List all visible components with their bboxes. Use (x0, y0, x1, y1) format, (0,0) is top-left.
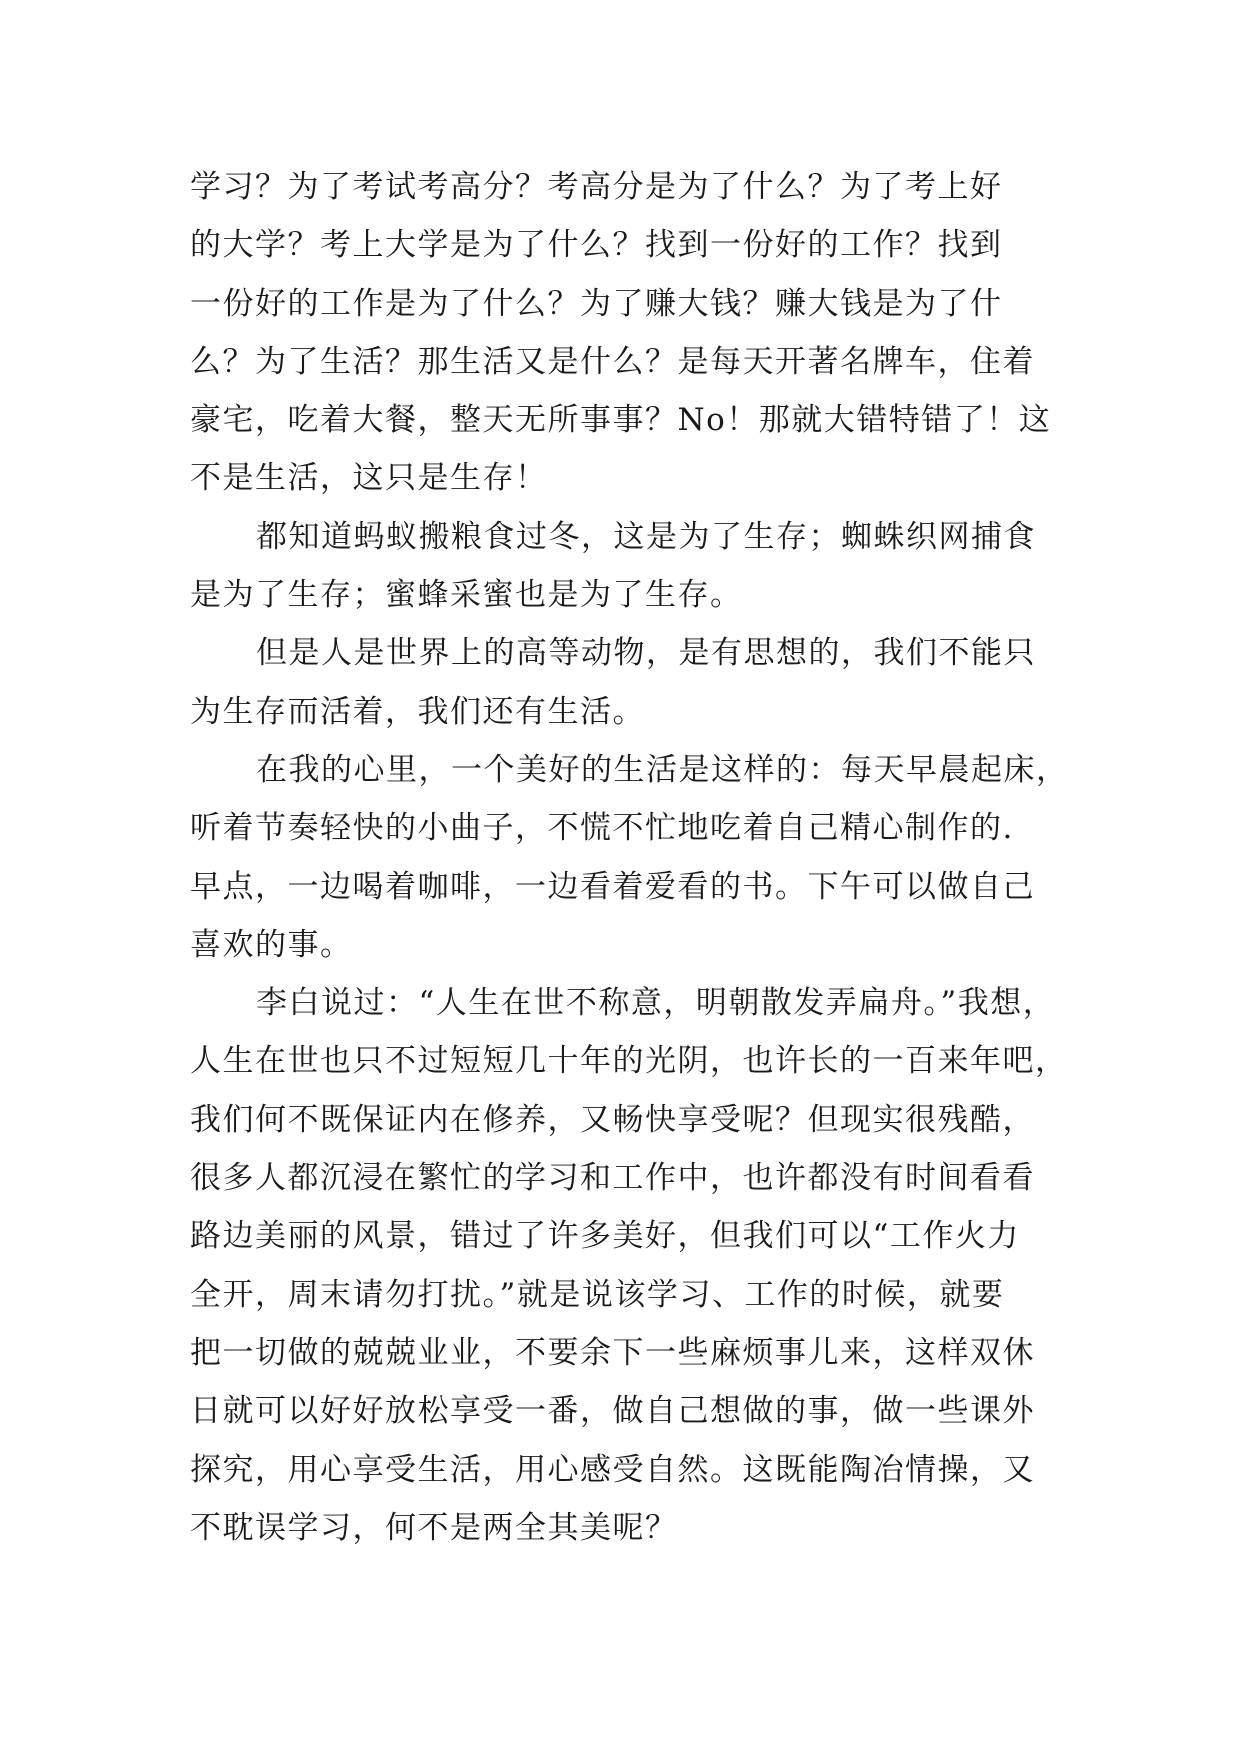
text-line: 一份好的工作是为了什么？为了赚大钱？赚大钱是为了什 (190, 285, 1003, 322)
text-line: 我们何不既保证内在修养，又畅快享受呢？但现实很残酷， (190, 1101, 1035, 1138)
text-line: 不耽误学习，何不是两全其美呢？ (190, 1509, 678, 1546)
text-line: 豪宅，吃着大餐，整天无所事事？No！那就大错特错了！这 (190, 402, 1052, 439)
paragraph-first-line: 但是人是世界上的高等动物，是有思想的，我们不能只 (256, 635, 1036, 672)
document-body (190, 158, 1070, 1557)
text-line: 把一切做的兢兢业业，不要余下一些麻烦事儿来，这样双休 (190, 1334, 1035, 1371)
text-line: 人生在世也只不过短短几十年的光阴，也许长的一百来年吧， (190, 1043, 1068, 1080)
text-line: 日就可以好好放松享受一番，做自己想做的事，做一些课外 (190, 1393, 1035, 1430)
text-line: 不是生活，这只是生存！ (190, 460, 548, 497)
text-line: 为生存而活着，我们还有生活。 (190, 693, 645, 730)
text-line: 听着节奏轻快的小曲子，不慌不忙地吃着自己精心制作的. (190, 810, 1014, 847)
paragraph-first-line: 李白说过：“人生在世不称意，明朝散发弄扁舟。”我想， (256, 985, 1056, 1022)
text-line: 路边美丽的风景，错过了许多美好，但我们可以“工作火力 (190, 1218, 1020, 1255)
text-line: 很多人都沉浸在繁忙的学习和工作中，也许都没有时间看看 (190, 1160, 1035, 1197)
text-line: 早点，一边喝着咖啡，一边看着爱看的书。下午可以做自己 (190, 868, 1035, 905)
text-line: 学习？为了考试考高分？考高分是为了什么？为了考上好 (190, 169, 1003, 205)
text-line: 探究，用心享受生活，用心感受自然。这既能陶冶情操，又 (190, 1451, 1035, 1488)
text-line: 的大学？考上大学是为了什么？找到一份好的工作？找到 (190, 227, 1003, 264)
text-line: 么？为了生活？那生活又是什么？是每天开著名牌车，住着 (190, 343, 1035, 380)
text-line: 是为了生存；蜜蜂采蜜也是为了生存。 (190, 577, 743, 614)
paragraph-first-line: 都知道蚂蚁搬粮食过冬，这是为了生存；蜘蛛织网捕食 (256, 518, 1036, 555)
text-line: 全开，周末请勿打扰。”就是说该学习、工作的时候，就要 (190, 1276, 1005, 1313)
text-line: 喜欢的事。 (190, 926, 353, 963)
paragraph-first-line: 在我的心里，一个美好的生活是这样的：每天早晨起床， (256, 751, 1069, 788)
